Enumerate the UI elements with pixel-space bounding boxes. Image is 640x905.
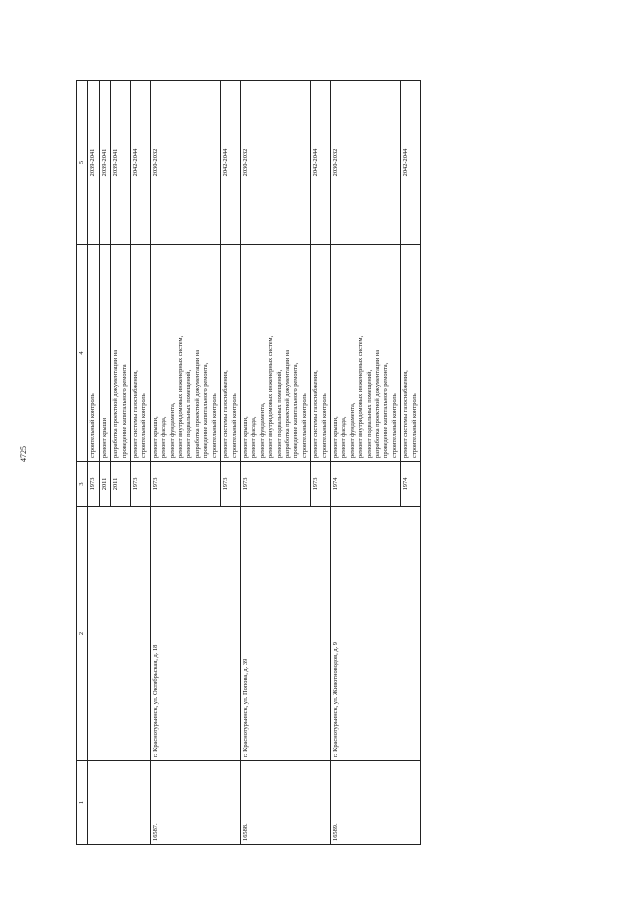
row-number-cell: 16588. [240,761,330,845]
work-type-line: строительный контроль [89,393,97,458]
work-types-cell [99,245,110,462]
work-types-cell [330,245,400,462]
work-type-line: разработка проектной документации на [112,349,120,458]
work-type-line: ремонт внутридомовых инженерных систем, [177,335,185,458]
period-cell: 2030-2032 [150,81,220,245]
table-row [88,81,99,845]
year-cell: 2011 [99,462,110,507]
work-type-line: ремонт крыши, [331,416,339,458]
repair-schedule-table [76,81,542,845]
work-types-cell [221,245,241,462]
work-type-line: строительный контроль [230,393,238,458]
year-cell: 2011 [111,462,131,507]
work-type-line: ремонт фундамента, [258,402,266,458]
table-header-row [77,81,88,845]
header-cell-5: 5 [77,81,88,245]
row-number-cell: 16589. [330,761,420,845]
work-type-line: ремонт крыши [100,417,108,458]
address-cell: г. Краснотурьинск, ул. Попова, д. 39 [240,507,330,761]
row-number-cell: 16587. [150,761,240,845]
table-row [330,81,400,845]
table-row [150,81,220,845]
header-cell-4: 4 [77,245,88,462]
work-type-line: разработка проектной документации на [193,349,201,458]
work-type-line: строительный контроль [210,393,218,458]
work-type-line: ремонт фасада, [160,416,168,458]
work-type-line: разработка проектной документации на [283,349,291,458]
period-cell: 2042-2044 [311,81,331,245]
work-type-line: ремонт внутридомовых инженерных систем, [357,335,365,458]
work-type-line: проведение капитального ремонта, [292,362,300,458]
work-type-line: ремонт подвальных помещений, [365,369,373,458]
work-types-cell [311,245,331,462]
work-types-cell [111,245,131,462]
work-types-cell [88,245,99,462]
work-type-line: ремонт фасада, [250,416,258,458]
work-type-line: ремонт внутридомовых инженерных систем, [267,335,275,458]
work-type-line: строительный контроль [410,393,418,458]
work-types-cell [150,245,220,462]
period-cell: 2042-2044 [131,81,151,245]
work-types-cell [131,245,151,462]
period-cell: 2039-2041 [88,81,99,245]
work-type-line: ремонт крыши, [151,416,159,458]
work-type-line: строительный контроль [390,393,398,458]
work-types-cell [240,245,310,462]
header-cell-1: 1 [77,761,88,845]
table-row [240,81,310,845]
work-type-line: ремонт фундамента, [348,402,356,458]
header-cell-2: 2 [77,507,88,761]
work-type-line: строительный контроль [320,393,328,458]
address-cell: г. Краснотурьинск, ул. Октябрьская, д. 18 [150,507,240,761]
period-cell: 2039-2041 [99,81,110,245]
year-cell: 1973 [131,462,151,507]
period-cell: 2039-2041 [111,81,131,245]
address-cell [88,507,150,761]
year-cell: 1973 [221,462,241,507]
work-type-line: ремонт подвальных помещений, [185,369,193,458]
year-cell: 1973 [311,462,331,507]
year-cell: 1974 [330,462,400,507]
period-cell: 2030-2032 [240,81,310,245]
work-type-line: ремонт крыши, [241,416,249,458]
work-type-line: строительный контроль [300,393,308,458]
work-type-line: проведение капитального ремонта, [202,362,210,458]
year-cell: 1973 [150,462,220,507]
work-type-line: ремонт системы газоснабжения, [222,370,230,458]
page-number: 4725 [19,446,28,462]
work-types-cell [401,245,421,462]
work-type-line: строительный контроль [140,393,148,458]
period-cell: 2042-2044 [221,81,241,245]
work-type-line: разработка проектной документации на [374,349,381,458]
row-number-cell [88,761,150,845]
work-type-line: проведение капитального ремонта [120,364,128,458]
address-cell: г. Краснотурьинск, ул. Животноводов, д. 9 [330,507,420,761]
period-cell: 2042-2044 [401,81,421,245]
work-type-line: проведение капитального ремонта, [382,362,390,458]
year-cell: 1973 [240,462,310,507]
work-type-line: ремонт системы газоснабжения, [132,370,140,458]
year-cell: 1974 [401,462,421,507]
year-cell: 1973 [88,462,99,507]
work-type-line: ремонт системы газоснабжения, [402,370,410,458]
work-type-line: ремонт системы газоснабжения, [312,370,320,458]
period-cell: 2030-2032 [330,81,400,245]
header-cell-3: 3 [77,462,88,507]
work-type-line: ремонт фундамента, [168,402,176,458]
work-type-line: ремонт фасада, [340,416,348,458]
work-type-line: ремонт подвальных помещений, [275,369,283,458]
